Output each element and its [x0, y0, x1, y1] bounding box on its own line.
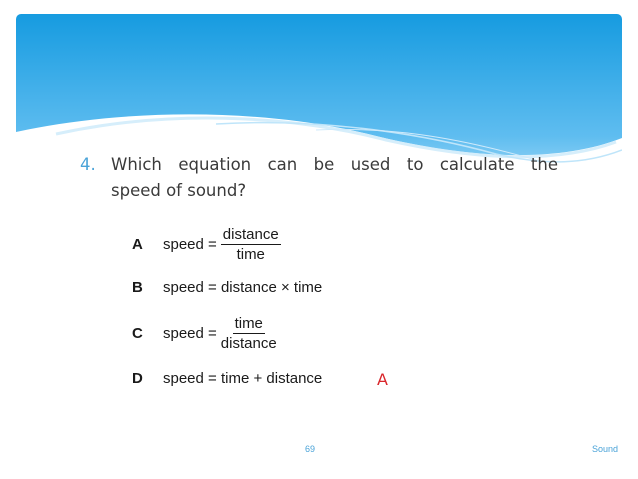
option-c-equation: [163, 315, 277, 352]
page-number: 69: [305, 444, 316, 454]
option-c-denominator: distance: [220, 335, 277, 352]
question-text-line-1: Which equation can be used to calculate the: [111, 155, 558, 174]
option-b-equation: speed = distance × time: [163, 279, 323, 296]
option-a-equation: [163, 226, 281, 263]
option-a-letter: A: [132, 236, 143, 253]
option-c-numerator: time: [234, 315, 263, 332]
option-c: [132, 315, 277, 352]
question: [80, 152, 558, 204]
option-a-prefix: speed =: [163, 236, 217, 253]
option-d: [132, 370, 322, 387]
question-text-line-2: speed of sound?: [111, 181, 247, 200]
option-c-prefix: speed =: [163, 325, 217, 342]
option-a-fraction: [221, 226, 281, 263]
answer-label: A: [377, 370, 388, 389]
question-number: 4.: [80, 155, 96, 174]
option-a-denominator: time: [236, 246, 265, 263]
option-c-fraction: [221, 315, 277, 352]
option-b: [132, 279, 322, 296]
option-d-equation: speed = time + distance: [163, 370, 323, 387]
question-line-1: [80, 152, 558, 178]
option-b-letter: B: [132, 279, 143, 296]
option-a: [132, 226, 281, 263]
option-d-letter: D: [132, 370, 143, 387]
option-c-letter: C: [132, 325, 143, 342]
option-a-numerator: distance: [222, 226, 279, 243]
footer-label: Sound: [592, 444, 619, 454]
